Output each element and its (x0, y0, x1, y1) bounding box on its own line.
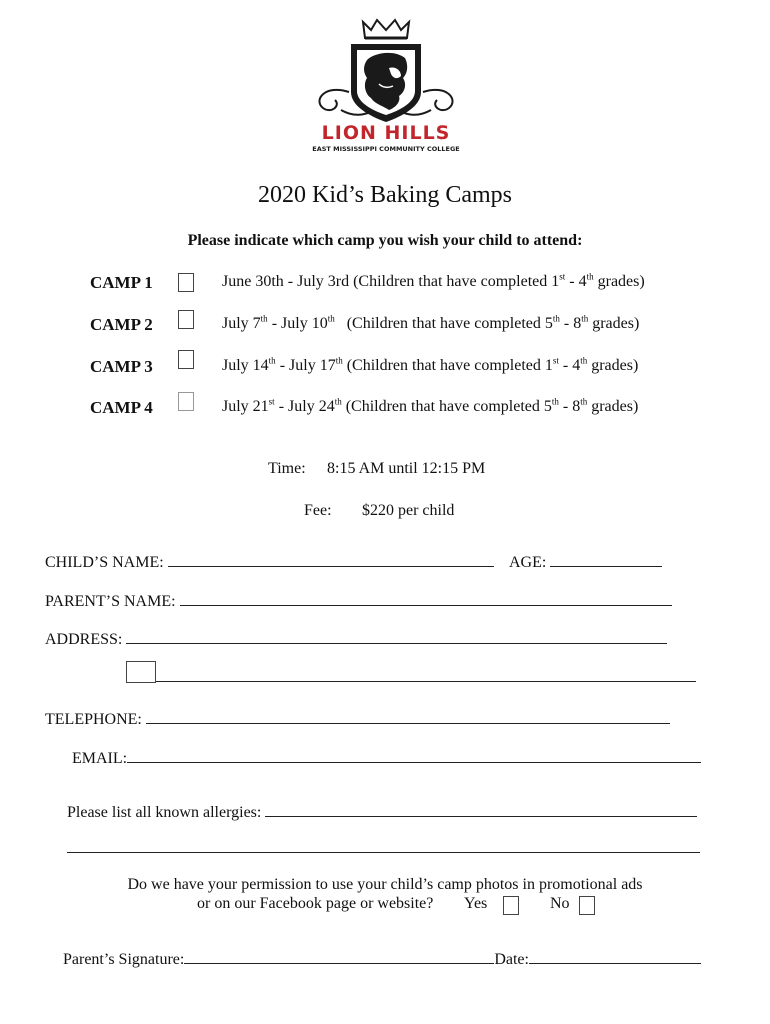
signature-label: Parent’s Signature: (63, 951, 185, 968)
fee-label: Fee: (304, 502, 332, 519)
child-name-field[interactable] (168, 552, 494, 567)
camp-1-checkbox[interactable] (178, 273, 194, 292)
address-label: ADDRESS: (45, 631, 123, 648)
camp-1-label: CAMP 1 (90, 273, 153, 292)
child-name-label: CHILD’S NAME: (45, 554, 164, 571)
parent-name-row (45, 591, 672, 611)
telephone-row (45, 709, 670, 729)
parent-name-field[interactable] (180, 591, 672, 606)
allergies-row (67, 802, 697, 822)
date-field[interactable] (529, 949, 701, 964)
child-name-row (45, 552, 494, 572)
signature-field[interactable] (184, 949, 494, 964)
camp-4-label: CAMP 4 (90, 398, 153, 417)
photo-permission-question: Do we have your permission to use your child’s camp photos in promotional ads (127, 876, 643, 893)
yes-checkbox[interactable] (503, 896, 519, 915)
camp-2-label: CAMP 2 (90, 315, 153, 334)
camp-instruction: Please indicate which camp you wish your child to attend: (187, 232, 583, 249)
address-box[interactable] (126, 661, 156, 683)
age-label: AGE: (509, 554, 547, 571)
telephone-label: TELEPHONE: (45, 711, 142, 728)
yes-label: Yes (464, 895, 488, 912)
photo-permission-line-2 (197, 895, 433, 913)
no-checkbox[interactable] (579, 896, 595, 915)
allergies-field-line-2[interactable] (67, 852, 700, 853)
logo-wordmark: LION HILLS (321, 122, 451, 144)
camp-4-description: July 21st - July 24th (Children that have completed 5th - 8th grades) (222, 396, 639, 415)
camp-1-description: June 30th - July 3rd (Children that have completed 1st - 4th grades) (222, 271, 645, 290)
time-value: 8:15 AM until 12:15 PM (327, 460, 486, 477)
telephone-field[interactable] (146, 709, 670, 724)
time-label: Time: (268, 460, 306, 477)
allergies-label: Please list all known allergies: (67, 804, 262, 821)
logo-college-name: EAST MISSISSIPPI COMMUNITY COLLEGE (312, 145, 460, 153)
age-field[interactable] (550, 552, 662, 567)
no-label: No (550, 895, 570, 912)
camp-4-checkbox[interactable] (178, 392, 194, 411)
address-field-line-2[interactable] (156, 681, 696, 682)
address-field-line-1[interactable] (126, 629, 667, 644)
page-title: 2020 Kid’s Baking Camps (257, 182, 512, 208)
camp-3-checkbox[interactable] (178, 350, 194, 369)
photo-permission-text: or on our Facebook page or website? (197, 895, 434, 912)
camp-3-description: July 14th - July 17th (Children that have completed 1st - 4th grades) (222, 355, 639, 374)
address-row (45, 629, 667, 649)
camp-2-description: July 7th - July 10th (Children that have completed 5th - 8th grades) (222, 313, 640, 332)
email-label: EMAIL: (72, 750, 128, 767)
date-label: Date: (494, 951, 529, 968)
camp-3-label: CAMP 3 (90, 357, 153, 376)
age-row (509, 552, 662, 572)
email-field[interactable] (127, 748, 701, 763)
lion-hills-logo (305, 14, 467, 158)
camp-2-checkbox[interactable] (178, 310, 194, 329)
fee-value: $220 per child (362, 502, 455, 519)
parent-name-label: PARENT’S NAME: (45, 593, 176, 610)
signature-row (63, 949, 701, 969)
email-row (72, 748, 701, 768)
allergies-field-line-1[interactable] (265, 802, 697, 817)
